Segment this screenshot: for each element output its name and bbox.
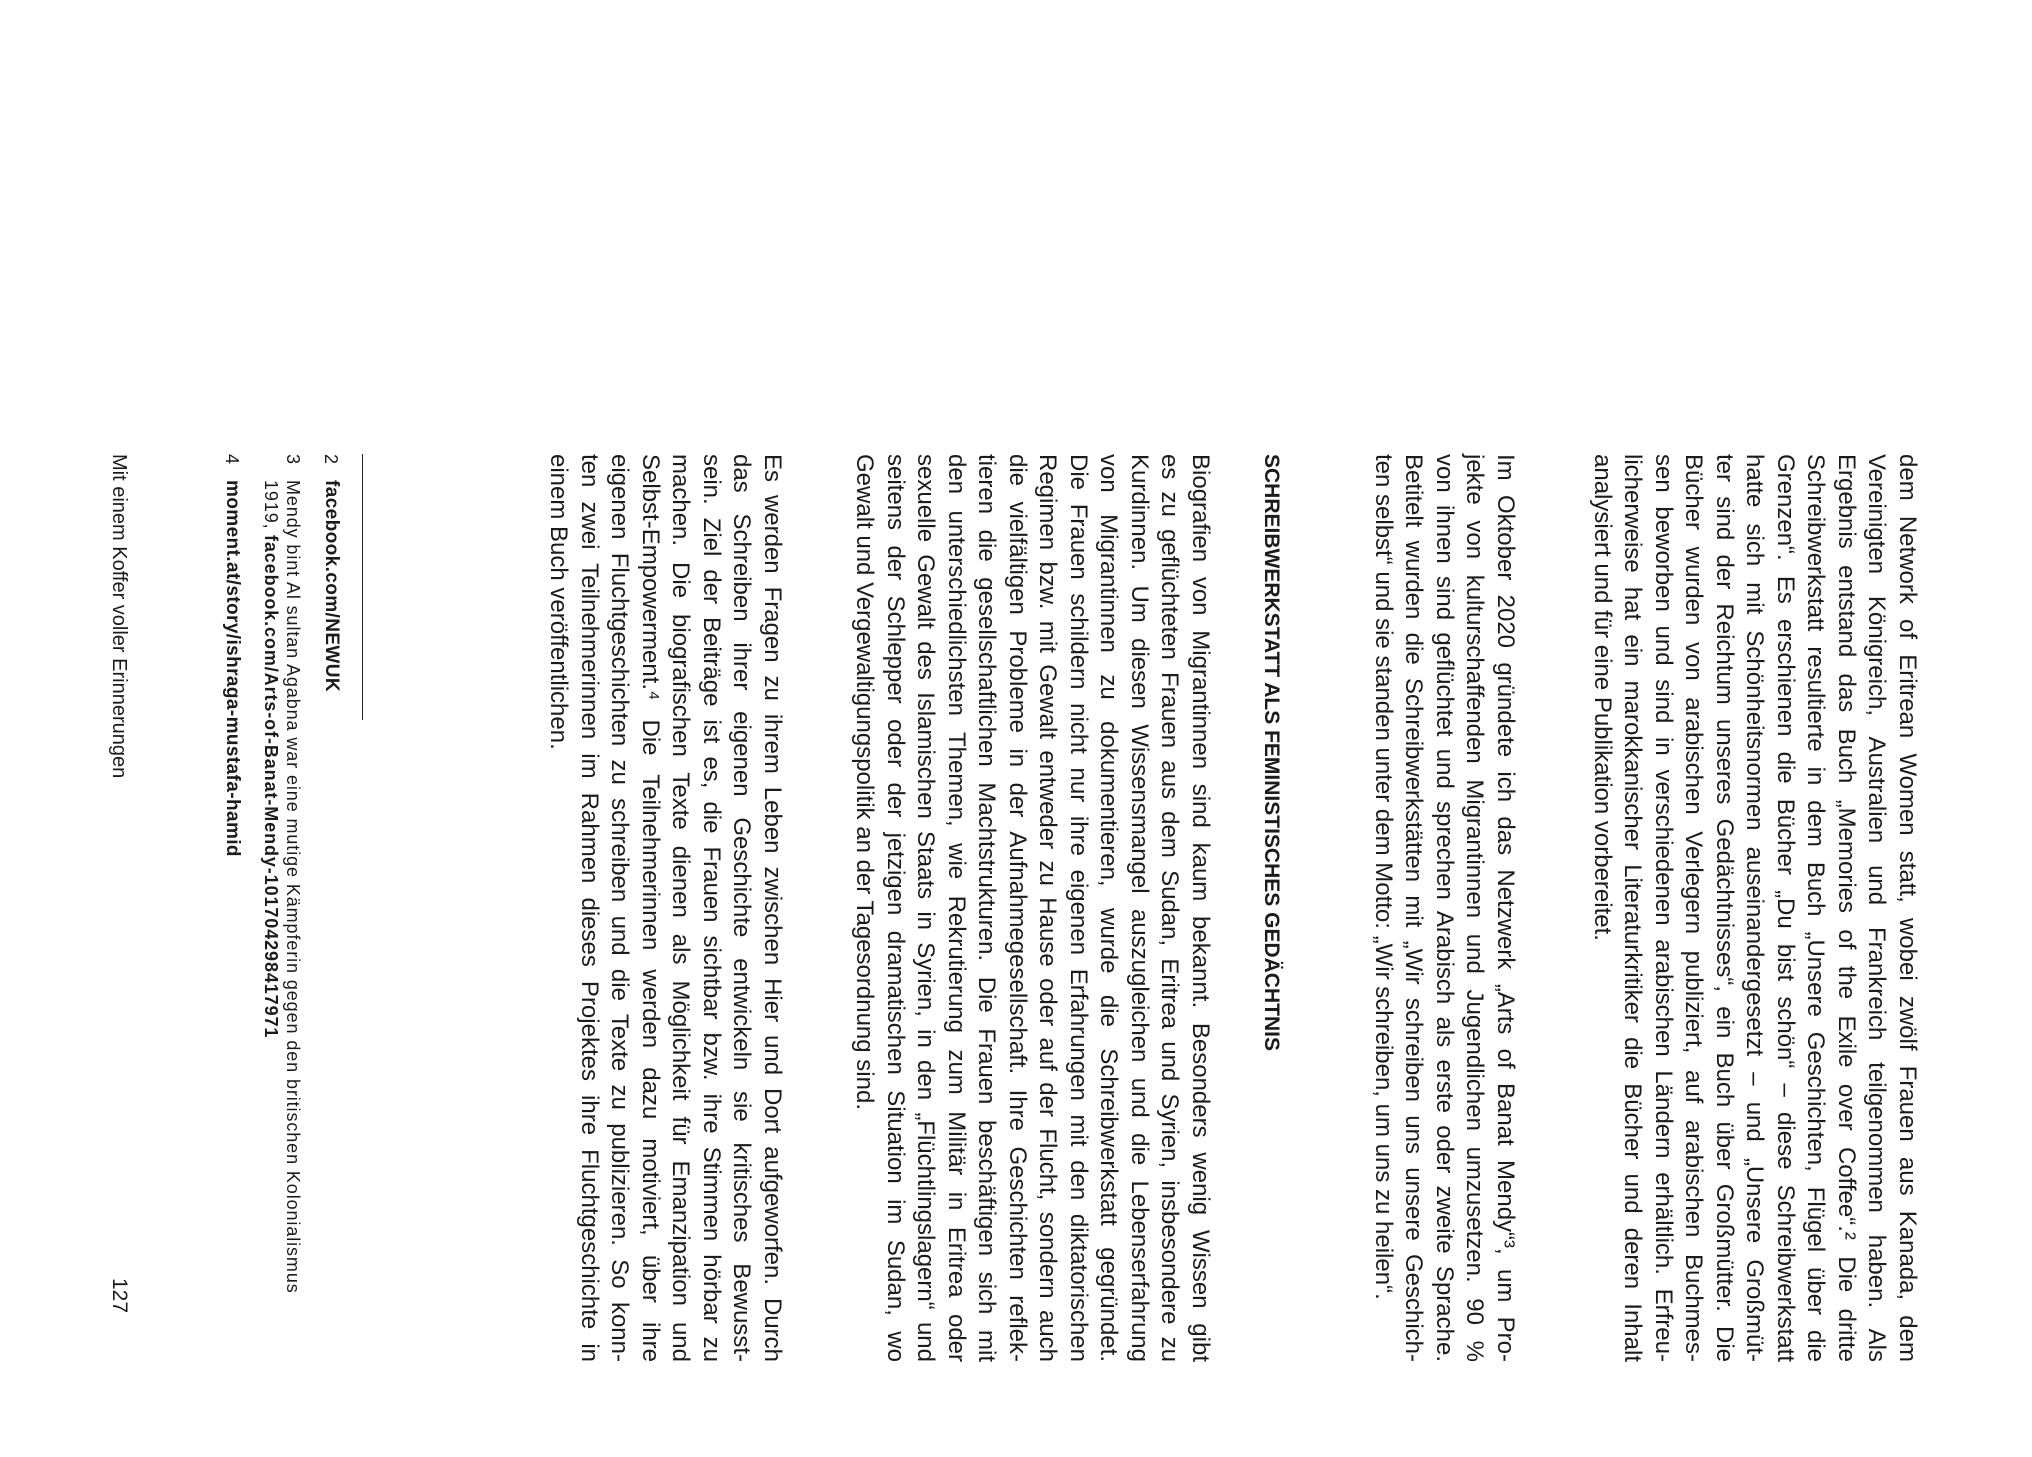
- text-line: machen. Die biografischen Texte dienen als Möglichkeit für Emanzipation und: [667, 454, 695, 1362]
- paragraph: [1368, 454, 1521, 1362]
- section-heading: SCHREIBWERKSTATT ALS FEMINISTISCHES GEDÄCHTNIS: [1260, 454, 1283, 1051]
- text-line: licherweise hat ein marokkanischer Literaturkritiker die Bücher und deren Inhalt: [1619, 454, 1647, 1362]
- text-line: sexuelle Gewalt des Islamischen Staats in Syrien, in den „Flüchtlingslagern“ und: [912, 454, 940, 1362]
- page-number: 127: [108, 1278, 131, 1314]
- text-line: eigenen Fluchtgeschichten zu schreiben und die Texte zu publizieren. So konn-: [606, 454, 634, 1362]
- text-line: analysiert und für eine Publikation vorbereitet.: [1589, 454, 1616, 941]
- text-line: Es werden Fragen zu ihrem Leben zwischen Hier und Dort aufgeworfen. Durch: [759, 454, 786, 1362]
- paragraph: [849, 454, 1215, 1362]
- text-line: einem Buch veröffentlichen.: [545, 454, 573, 750]
- footnote-number: 4: [222, 454, 242, 465]
- footnote-rule: [362, 454, 363, 720]
- text-line: Bücher wurden von arabischen Verlegern publiziert, auf arabischen Buchmes-: [1680, 454, 1708, 1362]
- text-line: Gewalt und Vergewaltigungspolitik an der Tagesordnung sind.: [851, 454, 879, 1110]
- text-line: Regimen bzw. mit Gewalt entweder zu Hause oder auf der Flucht, sondern auch: [1034, 454, 1062, 1362]
- text-line: hatte sich mit Schönheitsnormen auseinandergesetzt – und „Unsere Großmüt-: [1741, 454, 1769, 1362]
- text-line: Biografien von Migrantinnen sind kaum bekannt. Besonders wenig Wissen gibt: [1187, 454, 1214, 1362]
- text-line: Ergebnis entstand das Buch „Memories of the Exile over Coffee“.² Die dritte: [1833, 454, 1860, 1362]
- text-line: Selbst-Empowerment.⁴ Die Teilnehmerinnen werden dazu motiviert, über ihre: [637, 454, 664, 1362]
- text-line: es zu geflüchteten Frauen aus dem Sudan, Eritrea und Syrien, insbesondere zu: [1156, 454, 1184, 1362]
- paragraph: [543, 454, 787, 1362]
- text-line: Grenzen“. Es erschienen die Bücher „Du bist schön“ – diese Schreibwerkstatt: [1772, 454, 1799, 1362]
- text-line: Vereinigten Königreich, Australien und Frankreich teilgenommen haben. Als: [1863, 454, 1891, 1362]
- footnote-body: [260, 480, 304, 1294]
- text-line: ter sind der Reichtum unseres Gedächtnisses“, ein Buch über Großmütter. Die: [1711, 454, 1738, 1362]
- text-line: Die Frauen schildern nicht nur ihre eigenen Erfahrungen mit den diktatorischen: [1065, 454, 1092, 1362]
- footnote-text: Mendy bint Al sultan Agabna war eine mutige Kämpferin gegen den britischen Kolonialismus: [283, 480, 303, 1294]
- footnote-number: 3: [283, 454, 303, 465]
- text-line: sein. Ziel der Beiträge ist es, die Frauen sichtbar bzw. ihre Stimmen hörbar zu: [698, 454, 725, 1362]
- footnote-number: 2: [321, 454, 341, 465]
- text-line: von Migrantinnen zu dokumentieren, wurde die Schreibwerkstatt gegründet.: [1095, 454, 1123, 1362]
- footnote-url: facebook.com/Arts-of-Banat-Mendy-101704298417971: [261, 534, 281, 1039]
- text-line: den unterschiedlichsten Themen, wie Rekrutierung zum Militär in Eritrea oder: [943, 454, 970, 1362]
- text-line: ten selbst“ und sie standen unter dem Motto: „Wir schreiben, um uns zu heilen“.: [1370, 454, 1397, 1300]
- footnote-url: moment.at/story/ishraga-mustafa-hamid: [222, 480, 243, 857]
- text-line: Schreibwerkstatt resultierte in dem Buch „Unsere Geschichten, Flügel über die: [1802, 454, 1830, 1362]
- text-line: ten zwei Teilnehmerinnen im Rahmen dieses Projektes ihre Fluchtgeschichte in: [576, 454, 603, 1362]
- footnote-url: facebook.com/NEWUK: [321, 480, 342, 693]
- text-line: Betitelt wurden die Schreibwerkstätten mit „Wir schreiben uns unsere Geschich-: [1400, 454, 1428, 1362]
- text-line: die vielfältigen Probleme in der Aufnahmegesellschaft. Ihre Geschichten reflek-: [1004, 454, 1031, 1362]
- text-line: seitens der Schlepper oder der jetzigen dramatischen Situation im Sudan, wo: [882, 454, 909, 1362]
- text-line: sen beworben und sind in verschiedenen arabischen Ländern erhältlich. Erfreu-: [1650, 454, 1677, 1362]
- footnote-year: 1919,: [261, 480, 281, 530]
- running-title: Mit einem Koffer voller Erinnerungen: [108, 454, 130, 779]
- text-line: von ihnen sind geflüchtet und sprechen Arabisch als erste oder zweite Sprache.: [1431, 454, 1458, 1362]
- text-line: tieren die gesellschaftlichen Machtstrukturen. Die Frauen beschäftigen sich mit: [973, 454, 1001, 1362]
- paragraph: [1587, 454, 1923, 1362]
- text-line: jekte von kulturschaffenden Migrantinnen und Jugendlichen umzusetzen. 90 %: [1461, 454, 1489, 1362]
- text-line: das Schreiben ihrer eigenen Geschichte entwickeln sie kritisches Bewusst-: [728, 454, 756, 1362]
- text-line: dem Network of Eritrean Women statt, wobei zwölf Frauen aus Kanada, dem: [1894, 454, 1921, 1362]
- footnote-source-line: [260, 480, 282, 1294]
- text-line: Kurdinnen. Um diesen Wissensmangel auszugleichen und die Lebenserfahrung: [1126, 454, 1153, 1362]
- text-line: Im Oktober 2020 gründete ich das Netzwerk „Arts of Banat Mendy“³, um Pro-: [1492, 454, 1519, 1362]
